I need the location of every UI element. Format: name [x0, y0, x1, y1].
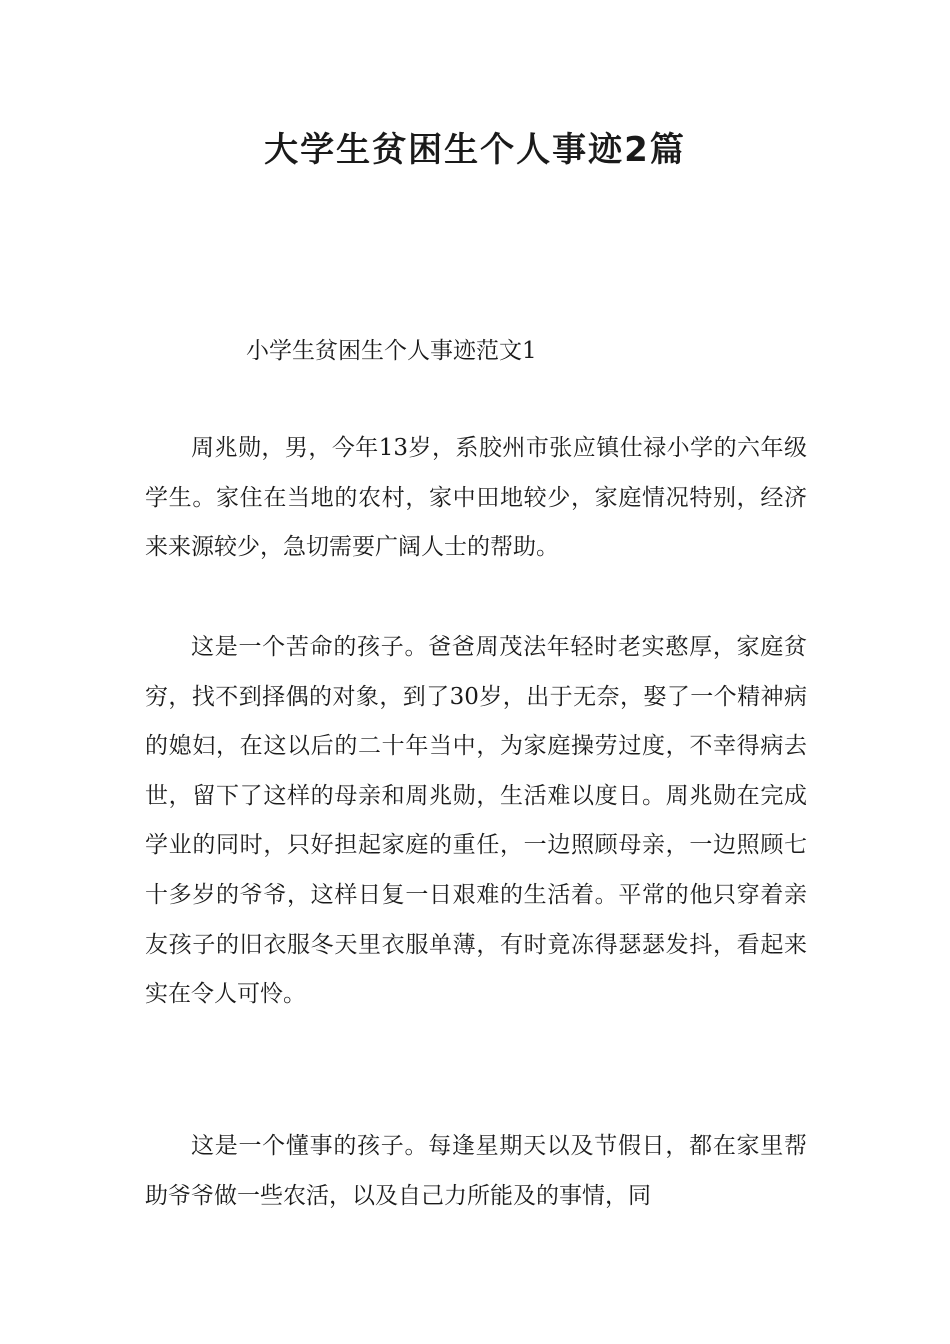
- paragraph-1: 周兆勋，男，今年13岁，系胶州市张应镇仕禄小学的六年级学生。家住在当地的农村，家中田地较少，家庭情况特别，经济来来源较少，急切需要广阔人士的帮助。: [145, 435, 807, 561]
- paragraph-block-2: [145, 623, 807, 1020]
- paragraph-block-1: [145, 424, 807, 573]
- section-heading: 小学生贫困生个人事迹范文1: [246, 338, 537, 364]
- paragraph-block-3: [145, 1122, 807, 1221]
- document-title: 大学生贫困生个人事迹2篇: [264, 130, 686, 170]
- paragraph-2: 这是一个苦命的孩子。爸爸周茂法年轻时老实憨厚，家庭贫穷，找不到择偶的对象，到了30岁，出于无奈，娶了一个精神病的媳妇，在这以后的二十年当中，为家庭操劳过度，不幸得病去世，留下了这样的母亲和周兆勋，生活难以度日。周兆勋在完成学业的同时，只好担起家庭的重任，一边照顾母亲，一边照顾七十多岁的爷爷，这样日复一日艰难的生活着。平常的他只穿着亲友孩子的旧衣服冬天里衣服单薄，有时竟冻得瑟瑟发抖，看起来实在令人可怜。: [145, 634, 807, 1008]
- paragraph-3: 这是一个懂事的孩子。每逢星期天以及节假日，都在家里帮助爷爷做一些农活，以及自己力所能及的事情，同: [145, 1133, 807, 1209]
